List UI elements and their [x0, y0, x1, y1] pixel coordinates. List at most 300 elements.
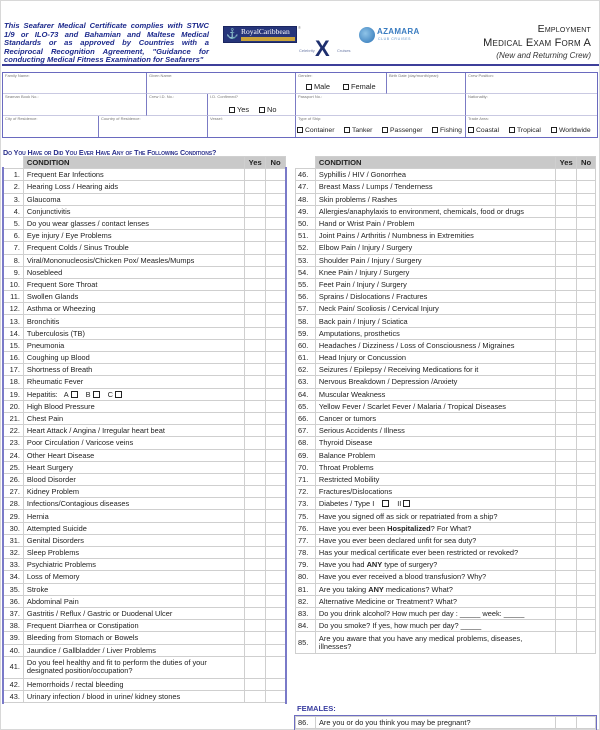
yes-cell[interactable]: [245, 254, 266, 266]
option-label: Male: [314, 82, 331, 91]
no-cell[interactable]: [266, 169, 286, 181]
condition-text: [23, 449, 244, 461]
row-number: 26.: [4, 473, 24, 485]
no-cell[interactable]: [577, 327, 596, 339]
yes-cell[interactable]: [556, 510, 577, 522]
condition-label: Bleeding from Stomach or Bowels: [26, 633, 139, 643]
table-row: [296, 303, 596, 315]
trade-area-tropical-option[interactable]: [509, 127, 541, 134]
country-of-residence-field[interactable]: [99, 116, 208, 137]
passport-field[interactable]: [296, 94, 466, 116]
condition-text: [315, 352, 555, 364]
no-cell[interactable]: [577, 388, 596, 400]
condition-text: [315, 607, 555, 619]
yes-cell[interactable]: [245, 632, 266, 644]
table-row: [296, 400, 596, 412]
condition-label: Frequent Ear Infections: [26, 170, 104, 180]
field-label: Passport No.:: [298, 94, 323, 99]
yes-cell[interactable]: [245, 583, 266, 595]
table-row: [4, 303, 286, 315]
row-number: 70.: [296, 461, 316, 473]
yes-cell[interactable]: [556, 412, 577, 424]
no-cell[interactable]: [577, 461, 596, 473]
conditions-table-right: [295, 156, 596, 654]
condition-label: Do you wear glasses / contact lenses: [26, 219, 149, 229]
yes-cell[interactable]: [245, 266, 266, 278]
no-cell[interactable]: [266, 473, 286, 485]
condition-label-suffix: ? For What?: [430, 523, 472, 533]
no-cell[interactable]: [266, 461, 286, 473]
yes-cell[interactable]: [245, 571, 266, 583]
no-cell[interactable]: [577, 510, 596, 522]
checkbox-icon[interactable]: [344, 127, 350, 133]
no-cell[interactable]: [577, 278, 596, 290]
no-cell[interactable]: [266, 607, 286, 619]
no-cell[interactable]: [577, 620, 596, 632]
row-number: 69.: [296, 449, 316, 461]
no-cell[interactable]: [577, 473, 596, 485]
yes-cell[interactable]: [245, 352, 266, 364]
id-confirmed-no-option[interactable]: [259, 105, 276, 114]
no-cell[interactable]: [577, 193, 596, 205]
no-cell[interactable]: [266, 486, 286, 498]
condition-label: Balance Problem: [318, 450, 376, 460]
table-row: [296, 193, 596, 205]
yes-cell[interactable]: [245, 278, 266, 290]
no-cell[interactable]: [266, 217, 286, 229]
vessel-field[interactable]: [208, 116, 296, 137]
option-label: No: [267, 105, 277, 114]
yes-cell[interactable]: [245, 388, 266, 400]
no-cell[interactable]: [577, 181, 596, 193]
given-name-field[interactable]: [147, 73, 296, 94]
yes-cell[interactable]: [556, 620, 577, 632]
condition-text: [315, 376, 555, 388]
checkbox-icon[interactable]: [71, 391, 78, 398]
ship-type-passenger-option[interactable]: [382, 127, 423, 134]
option-label: Worldwide: [559, 127, 591, 134]
sub-option-label: B: [85, 389, 91, 399]
yes-cell[interactable]: [245, 486, 266, 498]
no-cell[interactable]: [577, 169, 596, 181]
no-cell[interactable]: [266, 522, 286, 534]
city-of-residence-field[interactable]: [3, 116, 99, 137]
no-cell[interactable]: [577, 559, 596, 571]
no-cell[interactable]: [577, 412, 596, 424]
yes-cell[interactable]: [556, 278, 577, 290]
checkbox-icon[interactable]: [93, 391, 100, 398]
yes-cell[interactable]: [556, 461, 577, 473]
no-cell[interactable]: [266, 656, 286, 678]
no-cell[interactable]: [577, 486, 596, 498]
cruises-text: Cruises: [337, 48, 351, 53]
condition-text: [23, 242, 244, 254]
yes-cell[interactable]: [245, 400, 266, 412]
table-row: [4, 376, 286, 388]
condition-text: [315, 571, 555, 583]
no-cell[interactable]: [266, 425, 286, 437]
checkbox-icon[interactable]: [115, 391, 122, 398]
yes-cell[interactable]: [556, 291, 577, 303]
row-number: 50.: [296, 217, 316, 229]
yes-cell[interactable]: [556, 571, 577, 583]
no-cell[interactable]: [266, 571, 286, 583]
trade-area-worldwide-option[interactable]: [551, 127, 591, 134]
yes-cell[interactable]: [245, 510, 266, 522]
yes-cell[interactable]: [556, 193, 577, 205]
no-cell[interactable]: [577, 315, 596, 327]
condition-label: Hearing Loss / Hearing aids: [26, 182, 119, 192]
yes-cell[interactable]: [556, 303, 577, 315]
row-number: 86.: [296, 717, 316, 729]
yes-cell[interactable]: [556, 205, 577, 217]
sub-option[interactable]: [397, 499, 412, 508]
yes-cell[interactable]: [556, 607, 577, 619]
yes-cell[interactable]: [245, 376, 266, 388]
yes-cell[interactable]: [556, 242, 577, 254]
no-cell[interactable]: [577, 437, 596, 449]
no-cell[interactable]: [577, 449, 596, 461]
condition-label: Alternative Medicine or Treatment? What?: [318, 596, 457, 606]
checkbox-icon[interactable]: [382, 127, 388, 133]
id-confirmed-yes-option[interactable]: [229, 105, 249, 114]
emphasis-text: Hospitalized: [387, 523, 431, 533]
yes-cell[interactable]: [245, 547, 266, 559]
no-cell[interactable]: [266, 510, 286, 522]
no-cell[interactable]: [577, 400, 596, 412]
table-row: [4, 291, 286, 303]
row-number: 27.: [4, 486, 24, 498]
yes-cell[interactable]: [245, 461, 266, 473]
table-row: [296, 412, 596, 424]
condition-text: [315, 547, 555, 559]
ship-type-tanker-option[interactable]: [344, 127, 372, 134]
row-number: 2.: [4, 181, 24, 193]
row-number: 6.: [4, 230, 24, 242]
no-cell[interactable]: [266, 534, 286, 546]
no-cell[interactable]: [266, 644, 286, 656]
yes-cell[interactable]: [245, 690, 266, 702]
field-label: Nationality:: [468, 94, 488, 99]
field-label: Given Name:: [149, 73, 173, 78]
no-cell[interactable]: [266, 449, 286, 461]
yes-cell[interactable]: [556, 327, 577, 339]
sub-option[interactable]: [86, 390, 102, 399]
table-row: [4, 425, 286, 437]
no-cell[interactable]: [577, 607, 596, 619]
condition-label: Frequent Diarrhea or Constipation: [26, 621, 139, 631]
no-cell[interactable]: [577, 717, 596, 729]
table-row: [296, 181, 596, 193]
checkbox-icon[interactable]: [382, 500, 389, 507]
condition-text: [315, 217, 555, 229]
no-cell[interactable]: [266, 437, 286, 449]
ship-type-fishing-option[interactable]: [432, 127, 462, 134]
no-cell[interactable]: [577, 266, 596, 278]
table-row: [4, 510, 286, 522]
celebrity-text: Celebrity: [299, 48, 315, 53]
condition-label: Heart Surgery: [26, 462, 73, 472]
no-cell[interactable]: [266, 352, 286, 364]
yes-cell[interactable]: [245, 534, 266, 546]
no-cell[interactable]: [577, 425, 596, 437]
condition-label: Joint Pains / Arthritis / Numbness in Extremities: [318, 231, 474, 241]
table-row: [4, 254, 286, 266]
sub-option[interactable]: [64, 390, 80, 399]
table-row: [296, 522, 596, 534]
yes-cell[interactable]: [556, 230, 577, 242]
condition-label: Do you feel healthy and fit to perform the duties of your designated position/occupation?: [26, 657, 207, 676]
no-cell[interactable]: [266, 205, 286, 217]
condition-text: [315, 339, 555, 351]
seaman-book-field[interactable]: [3, 94, 147, 116]
yes-cell[interactable]: [556, 498, 577, 510]
condition-label: Nervous Breakdown / Depression /Anxiety: [318, 377, 458, 387]
yes-cell[interactable]: [245, 559, 266, 571]
no-cell[interactable]: [577, 583, 596, 595]
no-cell[interactable]: [266, 690, 286, 702]
row-number: 81.: [296, 583, 316, 595]
no-cell[interactable]: [266, 315, 286, 327]
no-cell[interactable]: [577, 205, 596, 217]
no-cell[interactable]: [266, 230, 286, 242]
condition-text: [23, 547, 244, 559]
yes-cell[interactable]: [556, 717, 577, 729]
yes-cell[interactable]: [556, 339, 577, 351]
table-row: [4, 266, 286, 278]
yes-cell[interactable]: [245, 644, 266, 656]
yes-cell[interactable]: [556, 595, 577, 607]
no-cell[interactable]: [266, 193, 286, 205]
no-cell[interactable]: [577, 571, 596, 583]
condition-text: [315, 242, 555, 254]
yes-cell[interactable]: [556, 437, 577, 449]
no-cell[interactable]: [577, 339, 596, 351]
yes-cell[interactable]: [245, 678, 266, 690]
sub-option[interactable]: [108, 390, 124, 399]
no-cell[interactable]: [266, 242, 286, 254]
yes-cell[interactable]: [245, 193, 266, 205]
condition-label-suffix: type of surgery?: [382, 560, 438, 570]
yes-cell[interactable]: [245, 230, 266, 242]
yes-cell[interactable]: [245, 364, 266, 376]
yes-cell[interactable]: [245, 181, 266, 193]
yes-cell[interactable]: [245, 327, 266, 339]
sub-option[interactable]: [380, 499, 391, 508]
condition-text: [315, 717, 555, 729]
no-cell[interactable]: [266, 376, 286, 388]
family-name-field[interactable]: [3, 73, 147, 94]
table-row: [4, 571, 286, 583]
yes-cell[interactable]: [556, 486, 577, 498]
birth-date-field[interactable]: [387, 73, 466, 94]
no-cell[interactable]: [577, 547, 596, 559]
checkbox-icon[interactable]: [468, 127, 474, 133]
no-cell[interactable]: [266, 559, 286, 571]
yes-cell[interactable]: [245, 339, 266, 351]
crew-position-field[interactable]: [466, 73, 597, 94]
no-cell[interactable]: [266, 339, 286, 351]
yes-cell[interactable]: [556, 534, 577, 546]
no-cell[interactable]: [266, 303, 286, 315]
yes-cell[interactable]: [556, 559, 577, 571]
row-number: 10.: [4, 278, 24, 290]
checkbox-icon[interactable]: [432, 127, 438, 133]
yes-cell[interactable]: [556, 315, 577, 327]
yes-cell[interactable]: [245, 437, 266, 449]
yes-cell[interactable]: [556, 181, 577, 193]
table-row: [4, 607, 286, 619]
crew-id-field[interactable]: [147, 94, 208, 116]
no-cell[interactable]: [266, 583, 286, 595]
row-number: 59.: [296, 327, 316, 339]
yes-cell[interactable]: [556, 217, 577, 229]
no-cell[interactable]: [266, 595, 286, 607]
table-header-row: [4, 157, 286, 169]
row-number: 76.: [296, 522, 316, 534]
gender-male-option[interactable]: [306, 82, 330, 91]
yes-cell[interactable]: [556, 547, 577, 559]
no-cell[interactable]: [266, 181, 286, 193]
yes-cell[interactable]: [245, 169, 266, 181]
ship-type-container-option[interactable]: [297, 127, 334, 134]
no-cell[interactable]: [577, 364, 596, 376]
no-cell[interactable]: [577, 242, 596, 254]
yes-cell[interactable]: [245, 303, 266, 315]
no-cell[interactable]: [577, 254, 596, 266]
no-cell[interactable]: [577, 217, 596, 229]
table-row: [4, 437, 286, 449]
table-row: [296, 352, 596, 364]
yes-cell[interactable]: [556, 376, 577, 388]
yes-cell[interactable]: [556, 425, 577, 437]
row-number: 36.: [4, 595, 24, 607]
no-cell[interactable]: [266, 412, 286, 424]
yes-cell[interactable]: [245, 425, 266, 437]
table-row: [4, 169, 286, 181]
condition-label: Rheumatic Fever: [26, 377, 84, 387]
yes-cell[interactable]: [245, 291, 266, 303]
no-cell[interactable]: [266, 254, 286, 266]
yes-cell[interactable]: [245, 217, 266, 229]
yes-cell[interactable]: [556, 364, 577, 376]
checkbox-icon[interactable]: [343, 84, 349, 90]
yes-cell[interactable]: [556, 522, 577, 534]
no-cell[interactable]: [577, 595, 596, 607]
checkbox-icon[interactable]: [551, 127, 557, 133]
yes-cell[interactable]: [245, 205, 266, 217]
yes-cell[interactable]: [556, 473, 577, 485]
option-label: Coastal: [476, 127, 500, 134]
yes-cell[interactable]: [556, 254, 577, 266]
condition-text: [315, 169, 555, 181]
condition-text: [23, 266, 244, 278]
no-cell[interactable]: [266, 278, 286, 290]
checkbox-icon[interactable]: [403, 500, 410, 507]
yes-cell[interactable]: [245, 473, 266, 485]
yes-cell[interactable]: [245, 498, 266, 510]
row-number: 14.: [4, 327, 24, 339]
no-cell[interactable]: [266, 547, 286, 559]
gender-female-option[interactable]: [343, 82, 376, 91]
table-row: [296, 217, 596, 229]
no-cell[interactable]: [577, 376, 596, 388]
yes-cell[interactable]: [556, 632, 577, 654]
no-cell[interactable]: [266, 388, 286, 400]
no-cell[interactable]: [266, 266, 286, 278]
no-cell[interactable]: [266, 400, 286, 412]
field-label: Country of Residence:: [101, 116, 141, 121]
yes-cell[interactable]: [245, 412, 266, 424]
no-cell[interactable]: [266, 632, 286, 644]
yes-cell[interactable]: [245, 595, 266, 607]
condition-text: [315, 388, 555, 400]
no-cell[interactable]: [577, 498, 596, 510]
nationality-field[interactable]: [466, 94, 597, 116]
yes-cell[interactable]: [556, 449, 577, 461]
checkbox-icon[interactable]: [509, 127, 515, 133]
table-row: [296, 425, 596, 437]
trade-area-coastal-option[interactable]: [468, 127, 499, 134]
no-cell[interactable]: [577, 291, 596, 303]
no-cell[interactable]: [577, 534, 596, 546]
no-cell[interactable]: [266, 327, 286, 339]
conditions-heading: Do You Have or Did You Ever Have Any of The Following Conditions?: [3, 148, 217, 157]
emphasis-text: ANY: [368, 584, 384, 594]
field-label: Type of Ship:: [298, 116, 322, 121]
no-cell[interactable]: [266, 364, 286, 376]
condition-label: Have you signed off as sick or repatriated from a ship?: [318, 511, 498, 521]
no-cell[interactable]: [266, 291, 286, 303]
no-cell[interactable]: [577, 632, 596, 654]
yes-cell[interactable]: [556, 388, 577, 400]
yes-cell[interactable]: [556, 266, 577, 278]
checkbox-icon[interactable]: [297, 127, 303, 133]
row-number: 5.: [4, 217, 24, 229]
no-cell[interactable]: [577, 303, 596, 315]
checkbox-icon[interactable]: [229, 107, 235, 113]
no-cell[interactable]: [577, 352, 596, 364]
condition-label: Have you had: [318, 560, 367, 570]
no-cell[interactable]: [266, 498, 286, 510]
no-cell[interactable]: [577, 230, 596, 242]
row-number: 72.: [296, 486, 316, 498]
yes-cell[interactable]: [556, 352, 577, 364]
no-cell[interactable]: [266, 678, 286, 690]
row-number: 48.: [296, 193, 316, 205]
yes-cell[interactable]: [245, 620, 266, 632]
yes-cell[interactable]: [556, 169, 577, 181]
yes-cell[interactable]: [556, 400, 577, 412]
condition-text: [23, 352, 244, 364]
yes-cell[interactable]: [245, 449, 266, 461]
yes-cell[interactable]: [245, 656, 266, 678]
condition-text: [23, 498, 244, 510]
checkbox-icon[interactable]: [306, 84, 312, 90]
condition-text: [23, 412, 244, 424]
condition-text: [23, 486, 244, 498]
yes-cell[interactable]: [245, 315, 266, 327]
yes-cell[interactable]: [245, 522, 266, 534]
no-cell[interactable]: [577, 522, 596, 534]
yes-cell[interactable]: [556, 583, 577, 595]
checkbox-icon[interactable]: [259, 107, 265, 113]
yes-cell[interactable]: [245, 242, 266, 254]
no-cell[interactable]: [266, 620, 286, 632]
condition-label: Restricted Mobility: [318, 474, 380, 484]
table-row: [4, 400, 286, 412]
yes-cell[interactable]: [245, 607, 266, 619]
